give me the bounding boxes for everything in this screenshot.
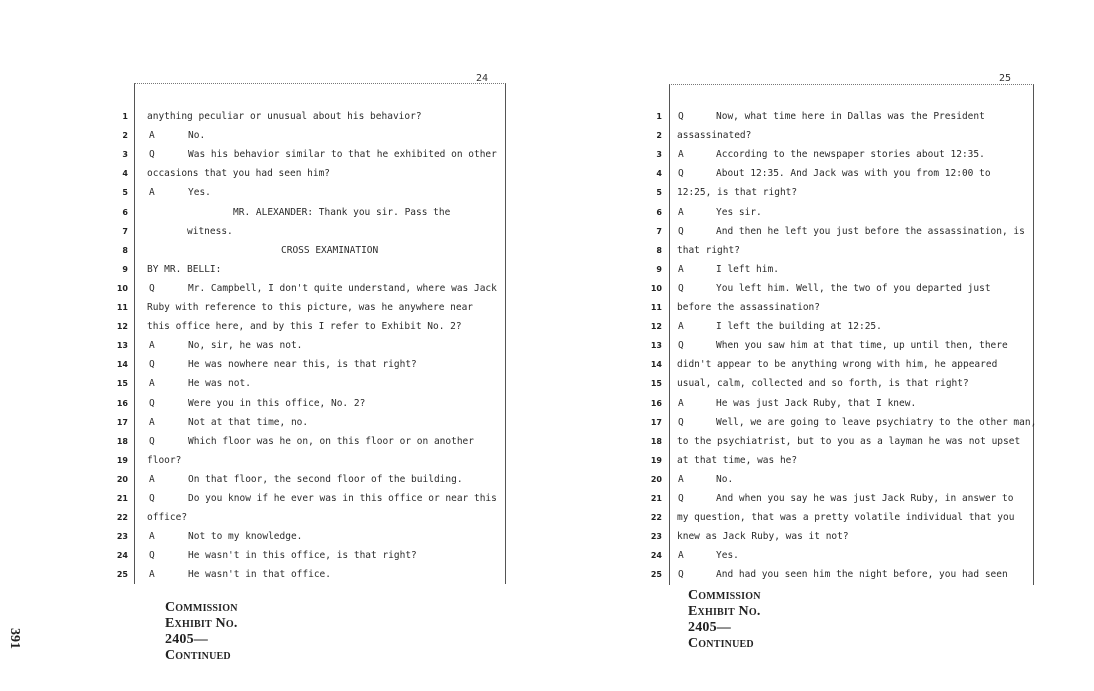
right-line-15 (0, 374, 1094, 393)
speaker-label: Q (149, 493, 155, 504)
line-number: 23 (650, 532, 662, 542)
speaker-label: A (678, 550, 684, 562)
line-number: 3 (656, 150, 662, 160)
line-number: 17 (116, 417, 128, 427)
line-number: 4 (656, 169, 662, 179)
right-line-11 (0, 298, 1094, 317)
line-number: 10 (116, 283, 128, 293)
line-text: I left him. (716, 263, 779, 275)
line-number: 12 (650, 322, 662, 332)
line-text: Mr. Campbell, I don't quite understand, where was Jack (188, 282, 497, 294)
speaker-label: A (149, 416, 155, 428)
right-line-13 (0, 336, 1094, 355)
line-text: BY MR. BELLI: (147, 263, 222, 275)
speaker-label: A (678, 397, 684, 409)
line-text: He was not. (188, 378, 251, 390)
line-text: And had you seen him the night before, you had seen (716, 569, 1008, 581)
speaker-label: A (149, 130, 155, 142)
left-exhibit-caption: Commission Exhibit No. 2405—Continued (165, 600, 238, 663)
line-number: 14 (650, 360, 662, 370)
line-text: He was just Jack Ruby, that I knew. (716, 397, 917, 409)
line-text: He wasn't in this office, is that right? (188, 550, 417, 562)
line-number: 17 (650, 417, 662, 427)
line-text: office? (147, 512, 188, 524)
right-line-18 (0, 432, 1094, 451)
line-text: knew as Jack Ruby, was it not? (677, 531, 849, 543)
line-text: Which floor was he on, on this floor or on another (188, 435, 474, 447)
line-text: anything peculiar or unusual about his behavior? (147, 111, 422, 122)
line-text: CROSS EXAMINATION (281, 244, 379, 256)
speaker-label: Q (678, 493, 684, 504)
speaker-label: Q (678, 168, 684, 180)
right-line-23 (0, 527, 1094, 546)
line-text: According to the newspaper stories about 12:35. (716, 149, 985, 161)
line-text: When you saw him at that time, up until then, there (716, 340, 1008, 352)
line-text: to the psychiatrist, but to you as a layman he was not upset (677, 435, 1021, 447)
right-line-22 (0, 508, 1094, 527)
line-text: Ruby with reference to this picture, was he anywhere near (147, 302, 474, 313)
speaker-label: A (678, 263, 684, 275)
volume-page-number: 391 (7, 628, 22, 649)
line-number: 11 (116, 303, 128, 312)
right-line-10 (0, 279, 1094, 298)
speaker-label: A (149, 187, 155, 199)
line-number: 20 (116, 474, 128, 484)
line-text: On that floor, the second floor of the building. (188, 473, 463, 485)
line-number: 15 (116, 379, 128, 389)
line-number: 24 (116, 551, 128, 561)
speaker-label: A (678, 149, 684, 161)
right-line-24 (0, 546, 1094, 565)
line-text: assassinated? (677, 130, 752, 142)
right-line-7 (0, 222, 1094, 241)
right-exhibit-caption: Commission Exhibit No. 2405—Continued (688, 588, 761, 651)
line-text: No. (716, 473, 734, 485)
line-number: 3 (122, 150, 128, 160)
speaker-label: A (149, 378, 155, 390)
right-line-9 (0, 260, 1094, 279)
line-text: Not to my knowledge. (188, 531, 303, 543)
line-text: occasions that you had seen him? (147, 168, 331, 180)
line-number: 23 (116, 532, 128, 542)
right-line-14 (0, 355, 1094, 374)
line-text: He wasn't in that office. (188, 569, 331, 581)
right-line-19 (0, 451, 1094, 470)
line-text: Yes. (188, 187, 211, 199)
line-number: 19 (650, 455, 662, 465)
speaker-label: A (149, 473, 155, 485)
line-text: floor? (147, 454, 182, 466)
line-number: 21 (116, 494, 128, 503)
line-number: 5 (122, 188, 128, 198)
right-line-12 (0, 317, 1094, 336)
line-text: didn't appear to be anything wrong with him, he appeared (677, 359, 998, 371)
right-line-4 (0, 164, 1094, 183)
line-text: Yes sir. (716, 206, 762, 218)
line-number: 16 (650, 398, 662, 408)
line-number: 7 (122, 226, 128, 236)
line-text: You left him. Well, the two of you departed just (716, 282, 991, 294)
line-number: 19 (116, 455, 128, 465)
line-text: And then he left you just before the assassination, is (716, 225, 1025, 237)
line-text: this office here, and by this I refer to Exhibit No. 2? (147, 321, 462, 333)
right-line-2 (0, 126, 1094, 145)
right-line-8 (0, 241, 1094, 260)
line-text: About 12:35. And Jack was with you from 12:00 to (716, 168, 991, 180)
line-number: 25 (650, 570, 662, 580)
line-number: 1 (656, 112, 662, 121)
line-number: 24 (650, 551, 662, 561)
right-line-20 (0, 470, 1094, 489)
line-text: Was his behavior similar to that he exhibited on other (188, 149, 497, 161)
right-line-21 (0, 489, 1094, 508)
speaker-label: Q (149, 282, 155, 294)
line-number: 2 (122, 131, 128, 141)
speaker-label: Q (678, 282, 684, 294)
line-text: Well, we are going to leave psychiatry to the other man, (716, 416, 1037, 428)
speaker-label: Q (149, 550, 155, 562)
line-number: 5 (656, 188, 662, 198)
line-number: 6 (122, 207, 128, 217)
speaker-label: A (678, 321, 684, 333)
speaker-label: Q (678, 569, 684, 581)
line-text: And when you say he was just Jack Ruby, in answer to (716, 493, 1014, 504)
right-line-16 (0, 394, 1094, 413)
right-line-1 (0, 107, 1094, 126)
line-number: 7 (656, 226, 662, 236)
line-number: 10 (650, 283, 662, 293)
speaker-label: Q (149, 149, 155, 161)
right-line-25 (0, 565, 1094, 584)
line-number: 25 (116, 570, 128, 580)
line-number: 22 (116, 513, 128, 523)
line-text: Now, what time here in Dallas was the President (716, 111, 985, 122)
line-number: 18 (650, 436, 662, 446)
left-page-number: 24 (476, 73, 489, 84)
speaker-label: Q (149, 397, 155, 409)
line-text: Not at that time, no. (188, 416, 309, 428)
line-number: 22 (650, 513, 662, 523)
speaker-label: A (149, 569, 155, 581)
line-number: 8 (122, 245, 128, 255)
right-line-3 (0, 145, 1094, 164)
line-number: 13 (650, 341, 662, 351)
line-number: 2 (656, 131, 662, 141)
line-number: 15 (650, 379, 662, 389)
speaker-label: Q (149, 435, 155, 447)
line-number: 9 (656, 264, 662, 274)
line-number: 4 (122, 169, 128, 179)
line-text: No, sir, he was not. (188, 340, 303, 352)
line-text: Do you know if he ever was in this office or near this (188, 493, 497, 504)
line-text: Yes. (716, 550, 739, 562)
line-text: before the assassination? (677, 302, 820, 313)
line-number: 21 (650, 494, 662, 503)
right-line-5 (0, 183, 1094, 202)
line-text: that right? (677, 244, 740, 256)
speaker-label: Q (678, 416, 684, 428)
line-text: at that time, was he? (677, 454, 798, 466)
right-page-number: 25 (999, 73, 1012, 84)
speaker-label: Q (149, 359, 155, 371)
line-number: 18 (116, 436, 128, 446)
speaker-label: Q (678, 340, 684, 352)
line-number: 20 (650, 474, 662, 484)
speaker-label: A (149, 340, 155, 352)
line-text: witness. (187, 225, 233, 237)
speaker-label: A (678, 206, 684, 218)
right-line-17 (0, 413, 1094, 432)
speaker-label: Q (678, 111, 684, 122)
line-text: 12:25, is that right? (677, 187, 798, 199)
speaker-label: A (678, 473, 684, 485)
line-text: MR. ALEXANDER: Thank you sir. Pass the (233, 206, 451, 218)
line-number: 11 (650, 303, 662, 312)
speaker-label: Q (678, 225, 684, 237)
line-text: Were you in this office, No. 2? (188, 397, 366, 409)
line-text: No. (188, 130, 206, 142)
right-line-6 (0, 203, 1094, 222)
line-text: I left the building at 12:25. (716, 321, 882, 333)
speaker-label: A (149, 531, 155, 543)
line-text: usual, calm, collected and so forth, is that right? (677, 378, 969, 390)
line-text: my question, that was a pretty volatile individual that you (677, 512, 1015, 524)
line-text: He was nowhere near this, is that right? (188, 359, 417, 371)
line-number: 1 (122, 112, 128, 121)
line-number: 8 (656, 245, 662, 255)
line-number: 16 (116, 398, 128, 408)
line-number: 9 (122, 264, 128, 274)
line-number: 6 (656, 207, 662, 217)
line-number: 14 (116, 360, 128, 370)
line-number: 12 (116, 322, 128, 332)
line-number: 13 (116, 341, 128, 351)
